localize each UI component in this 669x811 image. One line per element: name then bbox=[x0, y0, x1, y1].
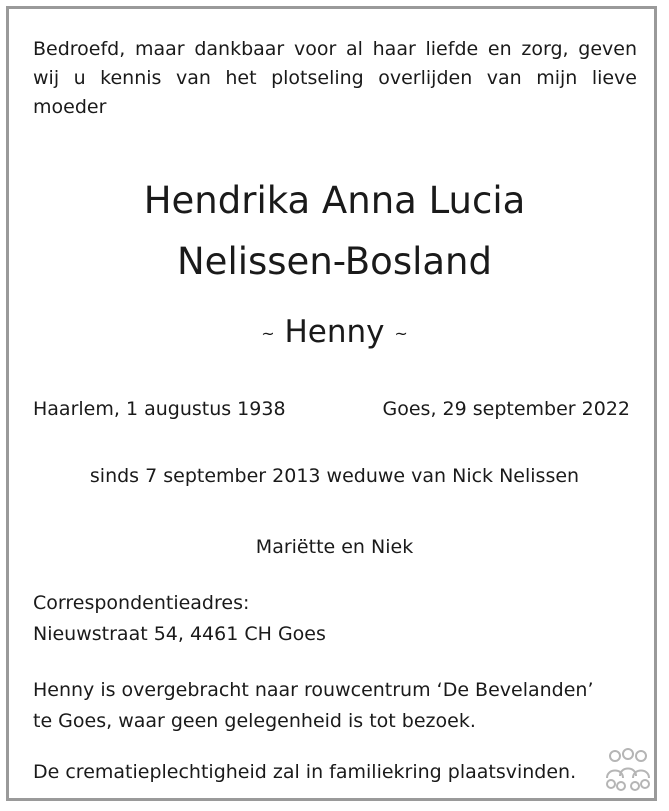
intro-line-3: moeder bbox=[33, 96, 107, 118]
notice-line-1: Henny is overgebracht naar rouwcentrum ‘De Bevelanden’ bbox=[33, 679, 594, 701]
family-names: Mariëtte en Niek bbox=[255, 536, 414, 558]
deceased-nickname: Henny bbox=[284, 314, 385, 350]
obituary-card bbox=[6, 6, 657, 801]
widow-line: sinds 7 september 2013 weduwe van Nick Nelissen bbox=[89, 465, 580, 487]
intro-line-1: Bedroefd, maar dankbaar voor al haar liefde en zorg, geven bbox=[33, 38, 637, 60]
intro-line-2: wij u kennis van het plotseling overlijden van mijn lieve bbox=[33, 67, 637, 89]
family-circle-logo-icon bbox=[603, 748, 653, 792]
deceased-nickname-line bbox=[9, 314, 660, 350]
correspondence-label: Correspondentieadres: bbox=[33, 592, 250, 614]
death-place-date: Goes, 29 september 2022 bbox=[382, 398, 630, 420]
birth-place-date: Haarlem, 1 augustus 1938 bbox=[33, 398, 286, 420]
cremation-notice: De crematieplechtigheid zal in familiekring plaatsvinden. bbox=[33, 761, 577, 783]
intro-paragraph bbox=[33, 35, 637, 122]
deceased-name-line-1: Hendrika Anna Lucia bbox=[143, 179, 526, 222]
notice-line-2: te Goes, waar geen gelegenheid is tot bezoek. bbox=[33, 710, 476, 732]
correspondence-address: Nieuwstraat 54, 4461 CH Goes bbox=[33, 623, 326, 645]
deceased-name-line-2: Nelissen-Bosland bbox=[177, 240, 492, 283]
tilde-right: ~ bbox=[394, 324, 408, 343]
tilde-left: ~ bbox=[261, 324, 275, 343]
